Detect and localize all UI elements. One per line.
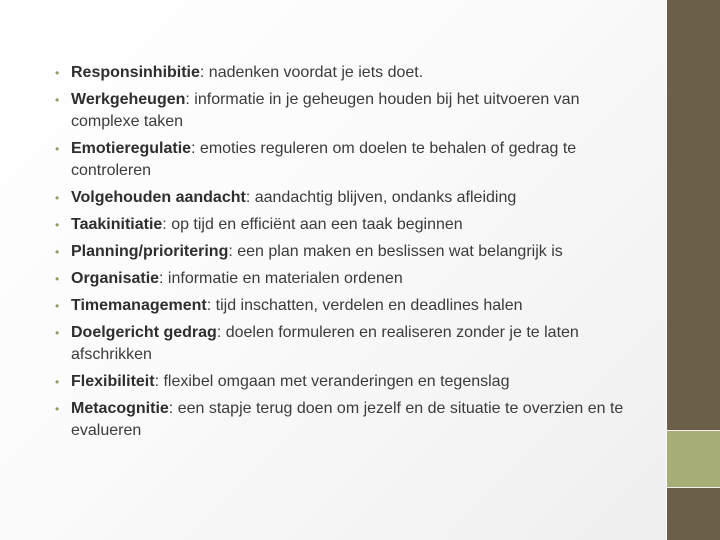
bullet-term: Organisatie [71,270,160,287]
bullet-icon: • [55,142,60,156]
list-item [55,62,645,84]
list-item [55,214,645,236]
bullet-term: Taakinitiatie [71,216,163,233]
bullet-term: Volgehouden aandacht [71,189,246,206]
bullet-icon: • [55,272,60,286]
sidebar-divider [666,0,667,540]
bullet-description: : informatie in je geheugen houden bij het uitvoeren van complexe taken [71,91,580,130]
bullet-description: : flexibel omgaan met veranderingen en tegenslag [154,373,510,390]
bullet-icon: • [55,218,60,232]
bullet-icon: • [55,299,60,313]
list-item [55,398,645,442]
bullet-description: : doelen formuleren en realiseren zonder je te laten afschrikken [71,324,579,363]
bullet-icon: • [55,245,60,259]
bullet-term: Metacognitie [71,400,169,417]
list-item [55,89,645,133]
bullet-term: Emotieregulatie [71,140,192,157]
bullet-description: : nadenken voordat je iets doet. [199,64,424,81]
sidebar-accent-panel [666,431,720,487]
bullet-description: : tijd inschatten, verdelen en deadlines halen [206,297,523,314]
bullet-term: Responsinhibitie [71,64,200,81]
bullet-list [55,62,645,447]
bullet-icon: • [55,191,60,205]
bullet-term: Flexibiliteit [71,373,155,390]
bullet-description: : een plan maken en beslissen wat belangrijk is [228,243,563,260]
bullet-icon: • [55,375,60,389]
bullet-description: : aandachtig blijven, ondanks afleiding [245,189,517,206]
list-item [55,241,645,263]
sidebar-top-panel [666,0,720,430]
list-item [55,268,645,290]
bullet-icon: • [55,402,60,416]
bullet-term: Werkgeheugen [71,91,186,108]
bullet-description: : informatie en materialen ordenen [159,270,403,287]
bullet-term: Timemanagement [71,297,207,314]
bullet-icon: • [55,93,60,107]
bullet-icon: • [55,326,60,340]
list-item [55,187,645,209]
list-item [55,295,645,317]
sidebar-bottom-panel [666,488,720,540]
bullet-description: : op tijd en efficiënt aan een taak beginnen [162,216,463,233]
bullet-term: Planning/prioritering [71,243,229,260]
bullet-description: : emoties reguleren om doelen te behalen of gedrag te controleren [71,140,577,179]
list-item [55,371,645,393]
bullet-term: Doelgericht gedrag [71,324,217,341]
list-item [55,138,645,182]
list-item [55,322,645,366]
bullet-icon: • [55,66,60,80]
bullet-description: : een stapje terug doen om jezelf en de situatie te overzien en te evalueren [71,400,624,439]
